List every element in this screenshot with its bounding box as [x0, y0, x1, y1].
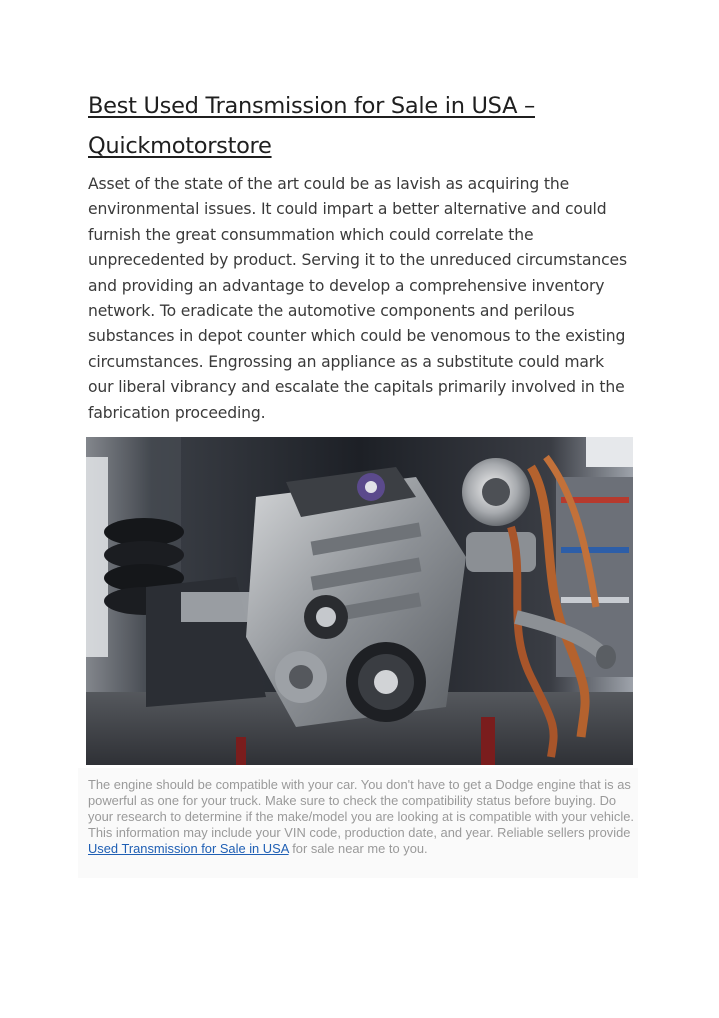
article-title: Best Used Transmission for Sale in USA – Quickmotorstore — [88, 93, 535, 159]
caption-text-after-link: for sale near me to you. — [288, 840, 428, 856]
article-intro: Asset of the state of the art could be as lavish as acquiring the environmental issues. It could impart a better alternative and could furnish the great consummation which could correlate the unprecedented by product. Serving it to the unreduced circumstances and providing an advantage to develop a comprehensive inventory network. To eradicate the automotive components and perilous substances in depot counter which could be venomous to the existing circumstances. Engrossing an appliance as a substitute could mark our liberal vibrancy and escalate the capitals primarily involved in the fabrication proceeding. — [88, 175, 627, 422]
used-transmission-link[interactable]: Used Transmission for Sale in USA — [88, 840, 289, 856]
caption-text-before-link: The engine should be compatible with your car. You don't have to get a Dodge engine that is as powerful as one for your truck. Make sure to check the compatibility status before buying. Do your research to determine if the make/model you are looking at is compatible with your vehicle. This information may include your VIN code, production date, and year. Reliable sellers provide — [88, 777, 634, 840]
engine-photo — [86, 437, 633, 765]
photo-caption — [88, 777, 638, 857]
